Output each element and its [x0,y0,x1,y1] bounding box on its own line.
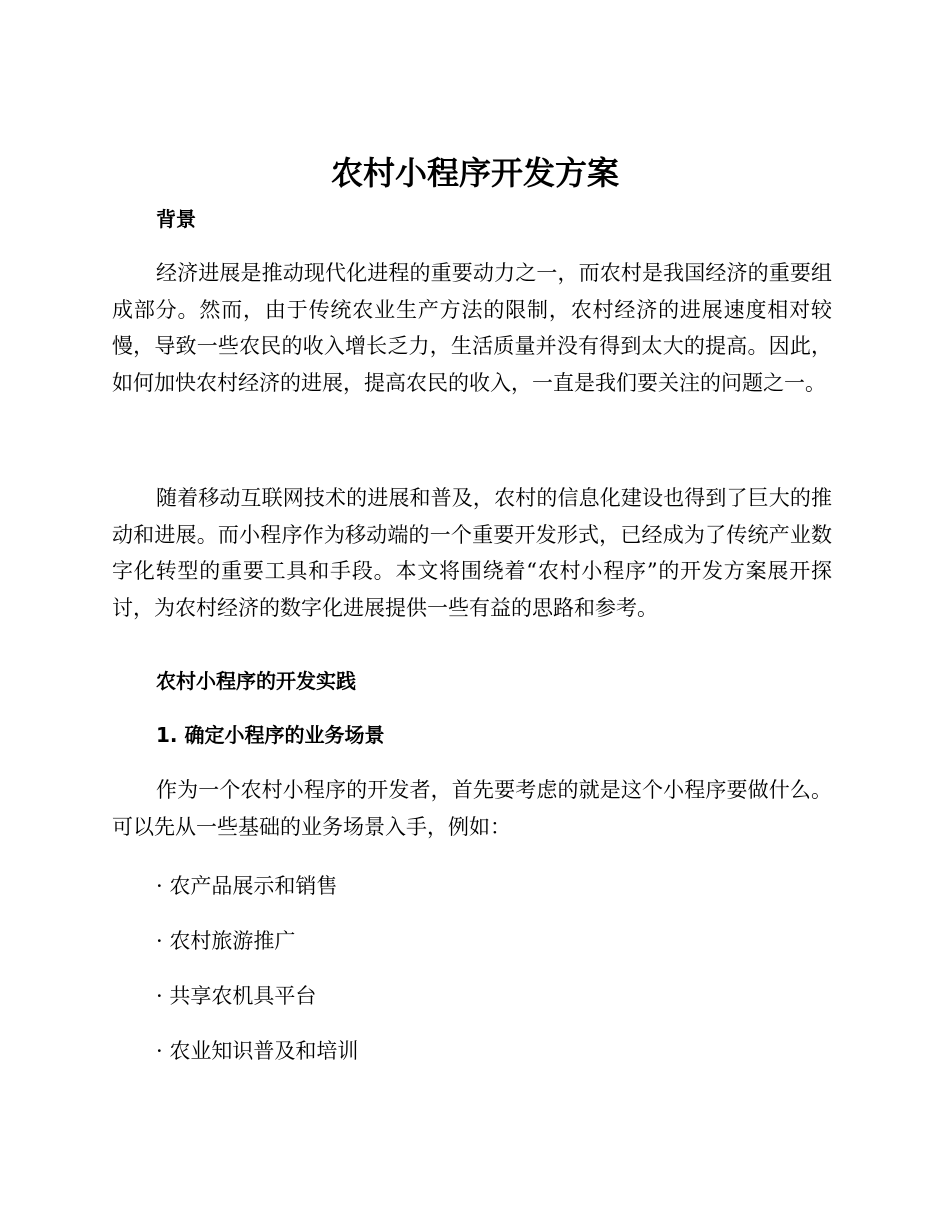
paragraph: 经济进展是推动现代化进程的重要动力之一，而农村是我国经济的重要组成部分。然而，由于传统农业生产方法的限制，农村经济的进展速度相对较慢，导致一些农民的收入增长乏力，生活质量并没有得到太大的提高。因此，如何加快农村经济的进展，提高农民的收入，一直是我们要关注的问题之一。 [112,261,832,395]
section-heading-background: 背景 [156,207,196,231]
list-item: · 农村旅游推广 [156,929,296,953]
list-item: · 农业知识普及和培训 [156,1039,359,1063]
paragraph: 随着移动互联网技术的进展和普及，农村的信息化建设也得到了巨大的推动和进展。而小程序作为移动端的一个重要开发形式，已经成为了传统产业数字化转型的重要工具和手段。本文将围绕着“农村小程序”的开发方案展开探讨，为农村经济的数字化进展提供一些有益的思路和参考。 [112,486,832,620]
document-title: 农村小程序开发方案 [330,154,619,192]
paragraph: 作为一个农村小程序的开发者，首先要考虑的就是这个小程序要做什么。可以先从一些基础的业务场景入手，例如： [112,778,832,839]
section-heading-development: 农村小程序的开发实践 [156,669,356,693]
list-item: · 共享农机具平台 [156,984,317,1008]
subsection-heading: 1. 确定小程序的业务场景 [156,723,385,747]
list-item: · 农产品展示和销售 [156,874,338,898]
